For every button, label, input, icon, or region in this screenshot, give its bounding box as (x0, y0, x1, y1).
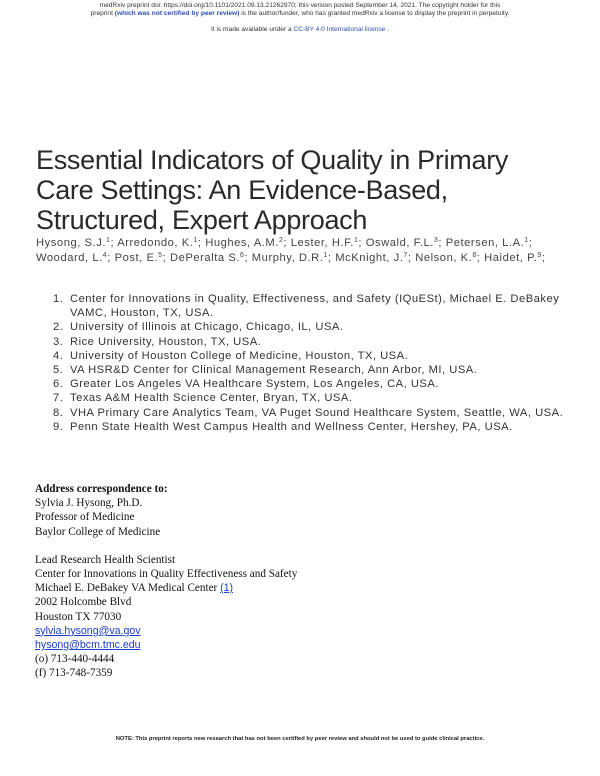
email-link-va[interactable]: sylvia.hysong@va.gov (35, 624, 141, 637)
affiliation-item (48, 363, 568, 377)
author-name: Hughes, A.M. (205, 237, 279, 249)
author-affiliation-ref: 6 (240, 251, 245, 259)
author (36, 237, 114, 249)
correspondent-institution: Baylor College of Medicine (35, 525, 161, 538)
affiliation-text: VA HSR&D Center for Clinical Management Research, Ann Arbor, MI, USA. (70, 364, 478, 377)
correspondent-role: Professor of Medicine (35, 511, 135, 524)
affiliation-number: 4. (53, 349, 64, 362)
author-separator: ; (107, 251, 111, 264)
affiliation-item (48, 292, 568, 320)
author (170, 252, 248, 264)
author (446, 237, 533, 249)
affiliation-text: University of Houston College of Medicine, Houston, TX, USA. (70, 349, 409, 362)
street-address: 2002 Holcombe Blvd (35, 596, 132, 609)
author-name: Lester, H.F. (290, 237, 354, 249)
author-affiliation-ref: 1 (323, 251, 328, 259)
author-name: Arredondo, K. (117, 237, 194, 249)
email-link-bcm[interactable]: hysong@bcm.tmc.edu (35, 639, 141, 652)
author-name: Nelson, K. (415, 251, 473, 264)
correspondent-name: Sylvia J. Hysong, Ph.D. (35, 497, 143, 510)
affiliation-text: VHA Primary Care Analytics Team, VA Puget Sound Healthcare System, Seattle, WA, USA. (70, 406, 564, 419)
license-link[interactable]: CC-BY 4.0 International license (293, 26, 386, 33)
paper-title (36, 145, 556, 235)
author-affiliation-ref: 8 (472, 251, 477, 259)
author-separator: ; (476, 251, 481, 264)
affiliation-number: 2. (53, 321, 64, 334)
affiliation-text: Penn State Health West Campus Health and Wellness Center, Hershey, PA, USA. (70, 420, 513, 433)
header-peer-review-note: (which was not certified by peer review) (114, 10, 240, 17)
affiliation-item (48, 391, 568, 405)
author-list (36, 236, 566, 265)
author-name: Oswald, F.L. (365, 237, 434, 249)
author-affiliation-ref: 2 (278, 237, 284, 244)
author-affiliation-ref: 1 (353, 237, 359, 244)
author-affiliation-ref: 7 (403, 251, 408, 259)
author (115, 252, 167, 264)
affiliation-item (48, 335, 568, 349)
author-name: Murphy, D.R. (251, 251, 324, 264)
affiliation-text: Texas A&M Health Science Center, Bryan, TX, USA. (70, 392, 353, 405)
affiliation-number: 6. (53, 378, 64, 391)
author-name: Petersen, L.A. (445, 237, 525, 249)
author (36, 252, 111, 264)
license-suffix: . (387, 26, 390, 33)
medical-center-name: Michael E. DeBakey VA Medical Center (35, 582, 218, 595)
author-affiliation-ref: 4 (102, 251, 108, 259)
affiliation-number: 7. (53, 392, 64, 405)
author-separator: ; (162, 251, 167, 264)
author-separator: ; (438, 237, 443, 249)
affiliation-item (48, 406, 568, 420)
affiliation-number: 3. (53, 335, 64, 348)
affiliation-list (48, 292, 568, 434)
author (252, 252, 332, 264)
author (415, 252, 480, 264)
author-affiliation-ref: 3 (433, 237, 439, 244)
author (484, 252, 545, 264)
author (335, 252, 411, 264)
title-line: Essential Indicators of Quality in Primary (36, 145, 509, 175)
affiliation-item (48, 320, 568, 334)
affiliation-number: 9. (53, 420, 64, 433)
correspondent-role-2: Lead Research Health Scientist (35, 553, 176, 566)
author (205, 237, 287, 249)
affiliation-text: Center for Innovations in Quality, Effectiveness, and Safety (IQuESt), Michael E. DeBakey VAMC, Houston, TX, USA. (70, 293, 560, 320)
author-separator: ; (541, 251, 546, 264)
spacer (35, 539, 435, 553)
preprint-license-line (0, 26, 600, 34)
author-name: DePeralta S. (169, 251, 240, 264)
preprint-header-line1: medRxiv preprint doi: https://doi.org/10.1101/2021.09.13.21262970; this version posted September 14, 2021. The copyright holder for this (99, 2, 501, 9)
title-line: Structured, Expert Approach (36, 205, 368, 235)
author-affiliation-ref: 9 (537, 251, 542, 259)
author-separator: ; (110, 237, 115, 249)
author-affiliation-ref: 5 (158, 251, 163, 259)
author-separator: ; (197, 237, 202, 249)
author-separator: ; (358, 237, 363, 249)
author-name: Woodard, L. (36, 251, 103, 264)
author-affiliation-ref: 1 (106, 237, 111, 244)
affiliation-item (48, 377, 568, 391)
title-line: Care Settings: An Evidence-Based, (36, 175, 448, 205)
author-separator: ; (244, 251, 249, 264)
author (366, 237, 442, 249)
peer-review-disclaimer: NOTE: This preprint reports new research that has not been certified by peer review and should not be used to guide clinical practice. (115, 736, 485, 742)
phone-number: (o) 713-440-4444 (35, 653, 115, 666)
affiliation-ref-link[interactable]: (1) (220, 582, 234, 595)
affiliation-item (48, 420, 568, 434)
author-name: McKnight, J. (335, 251, 404, 264)
author-affiliation-ref: 1 (524, 237, 529, 244)
affiliation-item (48, 349, 568, 363)
author-separator: ; (283, 237, 288, 249)
affiliation-text: Rice University, Houston, TX, USA. (70, 335, 262, 348)
affiliation-text: University of Illinois at Chicago, Chicago, IL, USA. (70, 321, 344, 334)
affiliation-number: 8. (53, 406, 64, 419)
author-affiliation-ref: 1 (193, 237, 198, 244)
city-address: Houston TX 77030 (35, 610, 122, 623)
correspondent-medical-center (35, 581, 435, 595)
author (117, 237, 201, 249)
author-separator: ; (327, 251, 332, 264)
affiliation-text: Greater Los Angeles VA Healthcare System, Los Angeles, CA, USA. (70, 378, 439, 391)
header-line2-suffix: is the author/funder, who has granted medRxiv a license to display the preprint in perpetuity. (241, 10, 510, 17)
correspondent-center: Center for Innovations in Quality Effectiveness and Safety (35, 568, 298, 581)
affiliation-number: 5. (53, 364, 64, 377)
email-line-2 (35, 638, 435, 652)
author-name: Haidet, P. (484, 251, 538, 264)
correspondence-block (35, 482, 435, 681)
author-separator: ; (528, 237, 533, 249)
author (291, 237, 362, 249)
correspondence-heading: Address correspondence to: (35, 483, 168, 495)
fax-number: (f) 713-748-7359 (35, 667, 113, 680)
preprint-header-line2 (0, 10, 600, 18)
author-separator: ; (407, 251, 412, 264)
author-name: Hysong, S.J. (36, 237, 107, 249)
license-prefix: It is made available under a (210, 26, 292, 33)
author-name: Post, E. (114, 251, 159, 264)
affiliation-number: 1. (53, 293, 64, 305)
email-line-1 (35, 624, 435, 638)
header-line2-prefix: preprint (90, 10, 113, 17)
